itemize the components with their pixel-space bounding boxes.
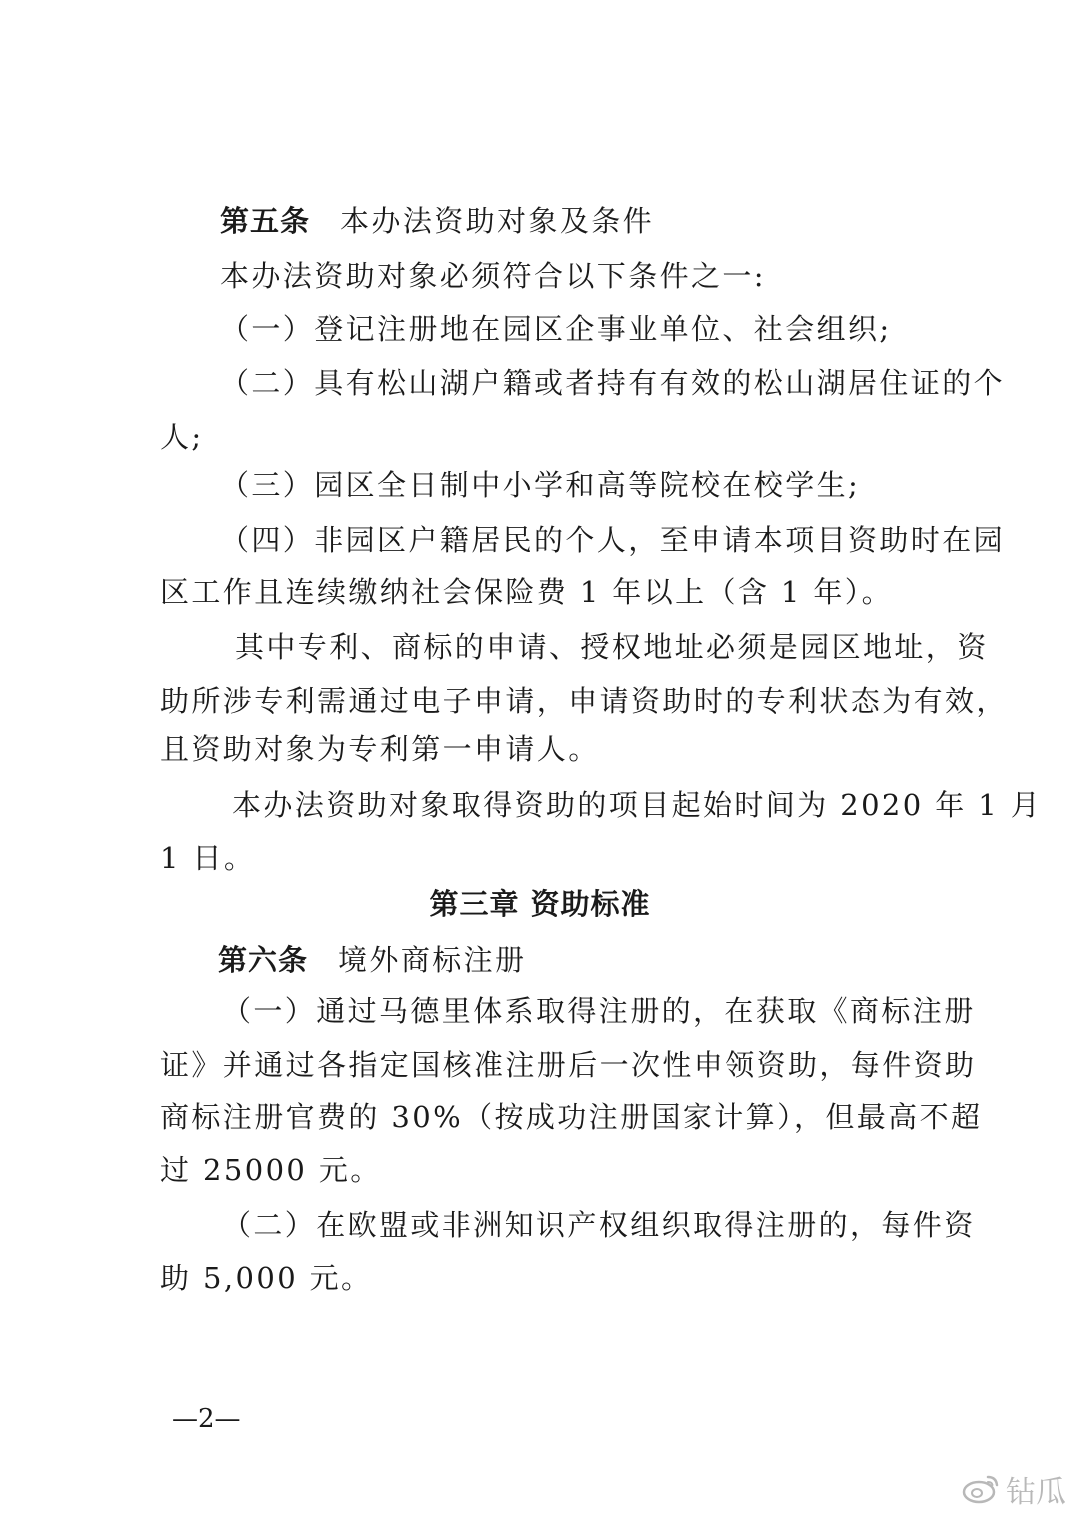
weibo-icon bbox=[962, 1473, 1000, 1505]
article6-item2-line-1: （二）在欧盟或非洲知识产权组织取得注册的，每件资 bbox=[222, 1208, 976, 1242]
article6-item2-line-2: 助 5,000 元。 bbox=[160, 1261, 373, 1295]
article5-item-1: （一）登记注册地在园区企事业单位、社会组织; bbox=[220, 312, 892, 346]
article5-intro: 本办法资助对象必须符合以下条件之一: bbox=[220, 259, 766, 293]
article5-item-3: （三）园区全日制中小学和高等院校在校学生; bbox=[220, 468, 861, 502]
article5-note-line-1: 其中专利、商标的申请、授权地址必须是园区地址，资 bbox=[235, 630, 989, 664]
article5-item-2: （二）具有松山湖户籍或者持有有效的松山湖居住证的个 bbox=[220, 366, 1006, 400]
article6-title: 境外商标注册 bbox=[338, 943, 527, 977]
watermark-text: 钻瓜 bbox=[1006, 1475, 1066, 1510]
article5-item-4-cont: 区工作且连续缴纳社会保险费 1 年以上（含 1 年）。 bbox=[160, 575, 894, 609]
page-number: —2— bbox=[172, 1404, 241, 1434]
article6-item1-line-3: 商标注册官费的 30%（按成功注册国家计算），但最高不超 bbox=[160, 1100, 983, 1134]
article5-note-line-2: 助所涉专利需通过电子申请，申请资助时的专利状态为有效， bbox=[160, 684, 1008, 718]
chapter3-title: 第三章 资助标准 bbox=[429, 887, 651, 921]
article6-item1-line-4: 过 25000 元。 bbox=[160, 1153, 382, 1187]
article6-label: 第六条 bbox=[218, 943, 309, 977]
article5-item-2-cont: 人; bbox=[160, 420, 204, 454]
article5-heading-line bbox=[220, 201, 654, 241]
article5-start-line-1: 本办法资助对象取得资助的项目起始时间为 2020 年 1 月 bbox=[232, 788, 1043, 822]
article6-heading-line bbox=[218, 940, 526, 980]
article5-title: 本办法资助对象及条件 bbox=[340, 204, 655, 238]
watermark bbox=[962, 1467, 1066, 1511]
article5-label: 第五条 bbox=[220, 204, 311, 238]
article5-item-4: （四）非园区户籍居民的个人，至申请本项目资助时在园 bbox=[220, 523, 1006, 557]
article6-item1-line-2: 证》并通过各指定国核准注册后一次性申领资助，每件资助 bbox=[160, 1048, 977, 1082]
article5-note-line-3: 且资助对象为专利第一申请人。 bbox=[160, 732, 600, 766]
article5-start-line-2: 1 日。 bbox=[160, 841, 256, 875]
article6-item1-line-1: （一）通过马德里体系取得注册的，在获取《商标注册 bbox=[222, 994, 976, 1028]
